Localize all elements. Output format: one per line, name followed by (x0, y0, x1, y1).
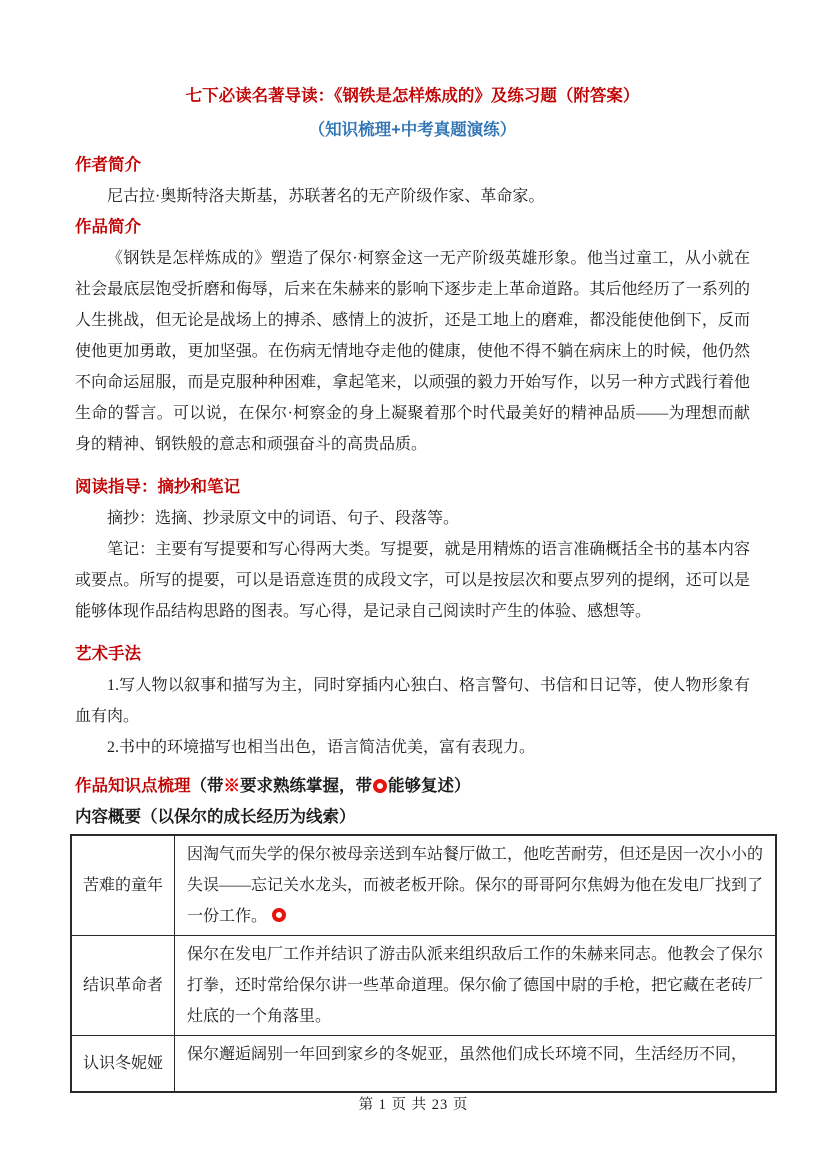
content-summary-table (70, 834, 777, 1093)
work-intro-paragraph: 《钢铁是怎样炼成的》塑造了保尔·柯察金这一无产阶级英雄形象。他当过童工，从小就在社会最底层饱受折磨和侮辱，后来在朱赫来的影响下逐步走上革命道路。其后他经历了一系列的人生挑战，但无论是战场上的搏杀、感情上的波折，还是工地上的磨难，都没能使他倒下，反而使他更加勇敢，更加坚强。在伤病无情地夺走他的健康，使他不得不躺在病床上的时候，他仍然不向命运屈服，而是克服种种困难，拿起笔来，以顽强的毅力开始写作，以另一种方式践行着他生命的誓言。可以说，在保尔·柯察金的身上凝聚着那个时代最美好的精神品质——为理想而献身的精神、钢铁般的意志和顽强奋斗的高贵品质。 (75, 250, 750, 453)
table-row (71, 936, 776, 1036)
doc-subtitle: （知识梳理+中考真题演练） (308, 121, 517, 139)
doc-title: 七下必读名著导读：《钢铁是怎样炼成的》及练习题（附答案） (185, 87, 640, 105)
row-content (175, 1036, 777, 1093)
red-circle-icon (272, 908, 286, 922)
red-circle-icon (373, 779, 387, 793)
art-point-1: 1.写人物以叙事和描写为主，同时穿插内心独白、格言警句、书信和日记等，使人物形象有血有肉。 (75, 677, 750, 725)
section-heading-art-technique: 艺术手法 (75, 645, 141, 663)
knowledge-points-heading (75, 771, 750, 802)
knowledge-heading-prefix: （带 (190, 777, 224, 795)
outline-heading: 内容概要（以保尔的成长经历为线索） (75, 808, 356, 826)
star-reference-mark-icon: ※ (223, 777, 240, 795)
page-footer: 第 1 页 共 23 页 (358, 1097, 469, 1113)
row-content (175, 936, 777, 1036)
row-label: 结识革命者 (71, 936, 175, 1036)
notes-paragraph: 笔记：主要有写提要和写心得两大类。写提要，就是用精炼的语言准确概括全书的基本内容或要点。所写的提要，可以是语意连贯的成段文字，可以是按层次和要点罗列的提纲，还可以是能够体现作品结构思路的图表。写心得，是记录自己阅读时产生的体验、感想等。 (75, 541, 750, 620)
row-content-text: 保尔在发电厂工作并结识了游击队派来组织敌后工作的朱赫来同志。他教会了保尔打拳，还时常给保尔讲一些革命道理。保尔偷了德国中尉的手枪，把它藏在老砖厂灶底的一个角落里。 (187, 946, 764, 1025)
row-content-text: 因淘气而失学的保尔被母亲送到车站餐厅做工，他吃苦耐劳，但还是因一次小小的失误——忘记关水龙头，而被老板开除。保尔的哥哥阿尔焦姆为他在发电厂找到了一份工作。 (187, 846, 764, 925)
section-heading-work: 作品简介 (75, 218, 141, 236)
section-heading-author: 作者简介 (75, 156, 141, 174)
excerpt-paragraph: 摘抄：选摘、抄录原文中的词语、句子、段落等。 (107, 510, 460, 527)
art-point-2: 2.书中的环境描写也相当出色，语言简洁优美，富有表现力。 (107, 739, 536, 756)
row-label: 苦难的童年 (71, 835, 175, 936)
table-row (71, 1036, 776, 1093)
row-content-text: 保尔邂逅阔别一年回到家乡的冬妮亚，虽然他们成长环境不同，生活经历不同， (187, 1046, 748, 1063)
knowledge-heading-middle: 要求熟练掌握，带 (240, 777, 372, 795)
author-intro-paragraph: 尼古拉·奥斯特洛夫斯基，苏联著名的无产阶级作家、革命家。 (107, 188, 545, 205)
row-label: 认识冬妮娅 (71, 1036, 175, 1093)
knowledge-heading-suffix: 能够复述） (388, 777, 471, 795)
section-heading-reading-guide: 阅读指导：摘抄和笔记 (75, 478, 240, 496)
knowledge-heading-red-part: 作品知识点梳理 (75, 777, 191, 795)
table-row (71, 835, 776, 936)
row-content (175, 835, 777, 936)
